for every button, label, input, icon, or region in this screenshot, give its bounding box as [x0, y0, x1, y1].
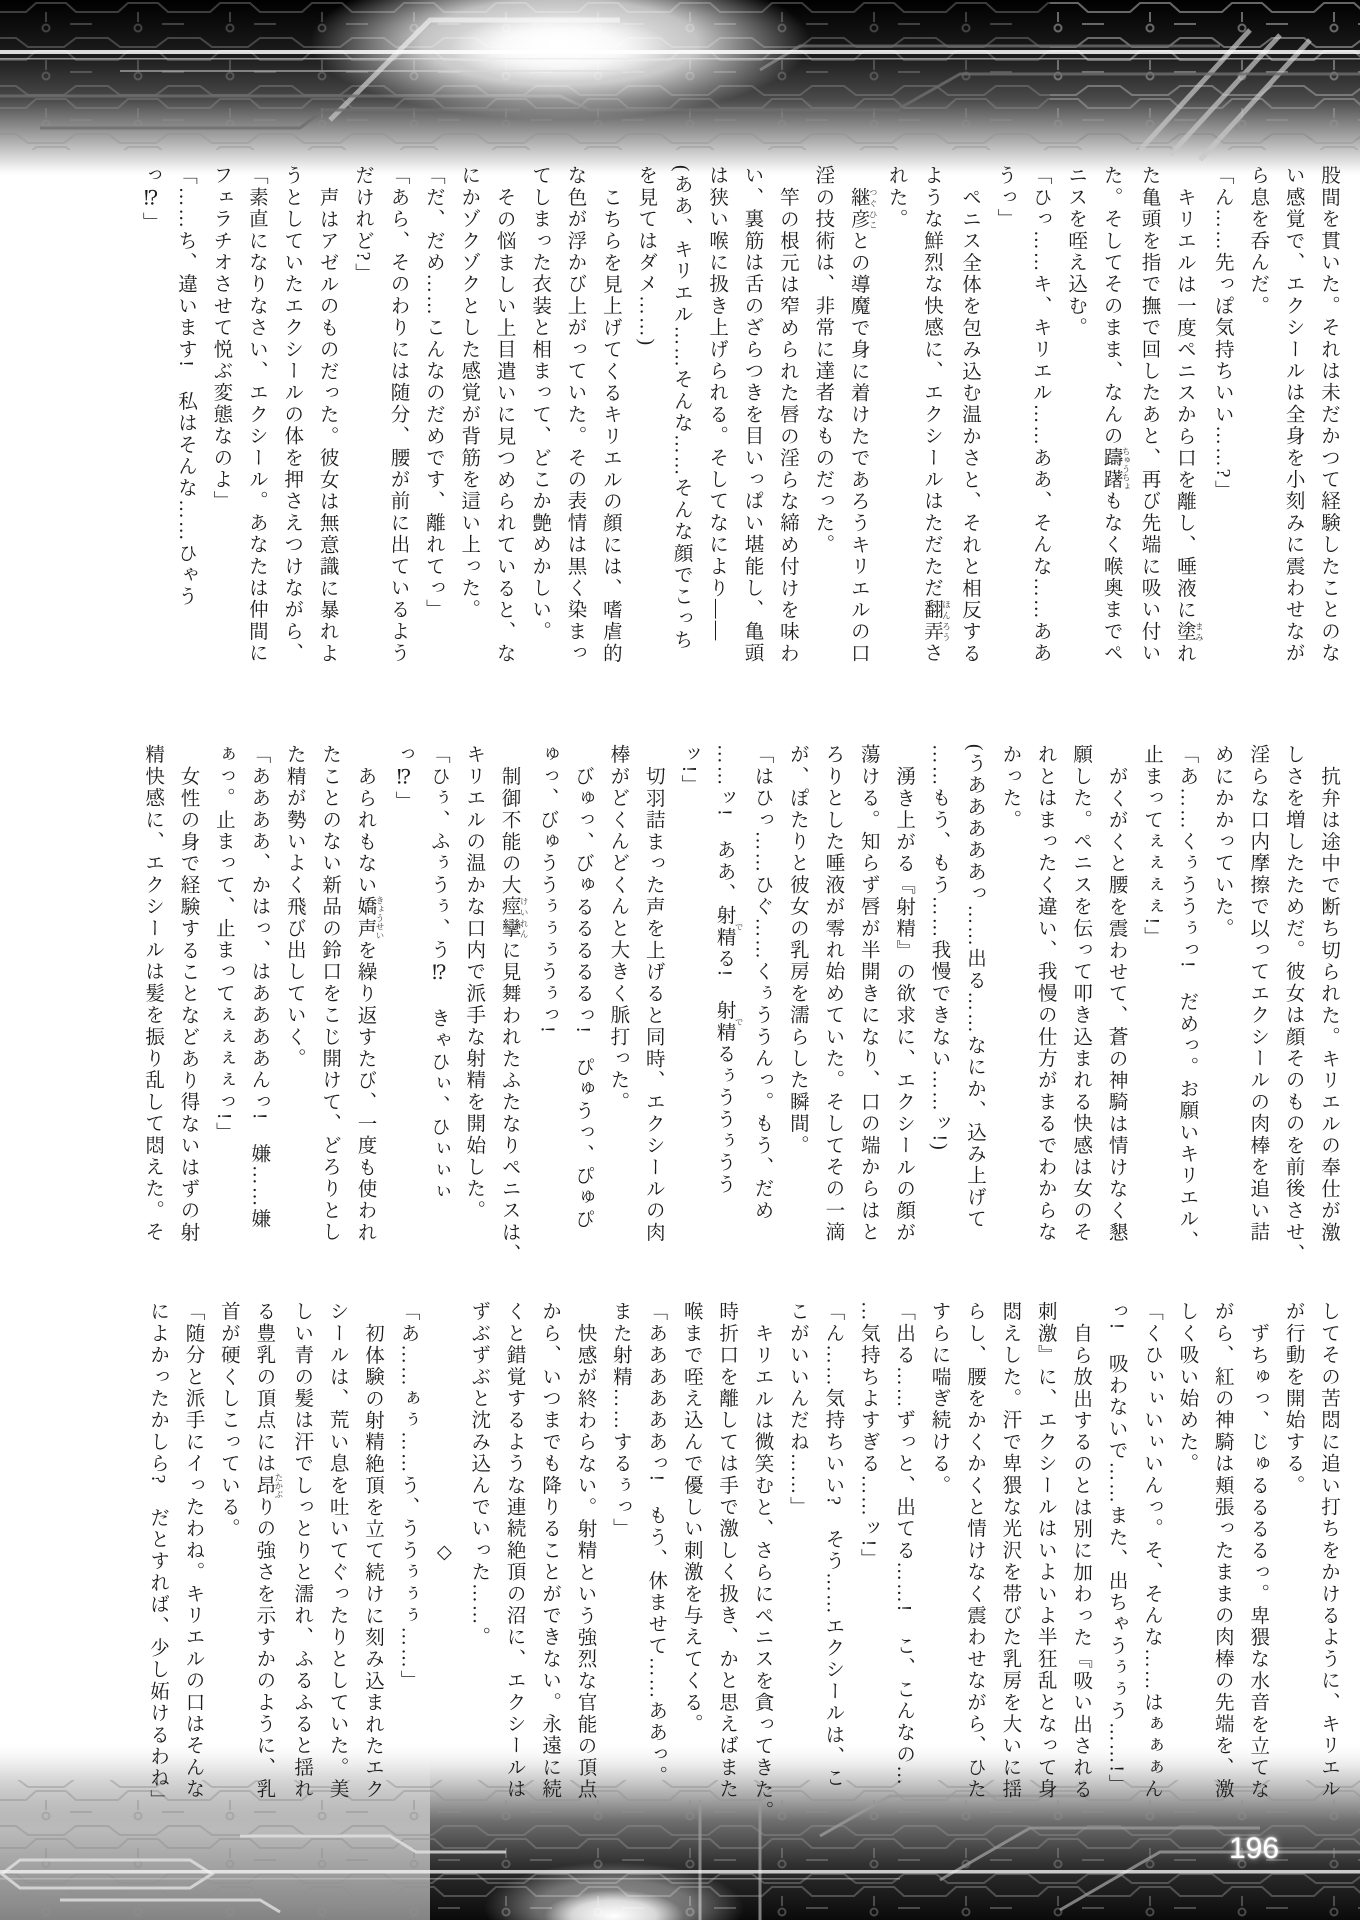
text-column: た。そしてそのまま、なんの躊躇 ちゅうちょもなく喉奥までペ [1100, 165, 1132, 665]
text-column: 「あ……くぅううぅっ! だめっ。お願いキリエル、 [1176, 744, 1198, 1252]
text-column: 「ああああああっ! もう、休ませて……ああっ。 [645, 1301, 667, 1788]
text-column: ぁっ。止まって、止まってぇぇぇぇっ!」 [212, 744, 234, 1144]
text-column: 喉まで咥え込んで優しい刺激を与えてくる。 [680, 1301, 702, 1735]
text-column: 自ら放出するのとは別に加わった『吸い出される [1070, 1322, 1092, 1801]
text-column: 股間を貫いた。それは未だかつて経験したことのな [1318, 165, 1339, 665]
text-column: らし、腰をかくかくと情けなく震わせながら、ひた [963, 1301, 985, 1801]
text-column: が、ぽたりと彼女の乳房を濡らした瞬間。 [786, 744, 808, 1157]
text-column: 蕩ける。知らず唇が半開きになり、口の端からはと [857, 744, 879, 1244]
text-column: 「……ち、違います! 私はそんな……ひゃう [175, 165, 196, 608]
text-column: た精が勢いよく飛び出していく。 [283, 744, 305, 1070]
text-column: 「あ……ぁぅ……う、ううぅぅぅ……」 [397, 1301, 419, 1692]
text-column: 初体験の射精絶頂を立て続けに刻み込まれたエク [362, 1322, 384, 1801]
text-column: 「素直になりなさい、エクシール。あなたは仲間に [245, 165, 267, 665]
text-column: びゅっ、びゅるるるるるっ! ぴゅうっ、ぴゅぴ [571, 765, 593, 1231]
text-column: キリエルは一度ペニスから口を離し、唾液に塗 まみれ [1173, 186, 1205, 665]
text-column: にかゾクゾクとした感覚が背筋を這い上った。 [458, 165, 480, 621]
text-column: ろりとした唾液が零れ始めていた。そしてその一滴 [822, 744, 844, 1244]
text-column: 「あら、そのわりには随分、腰が前に出ているよう [387, 165, 409, 665]
text-column: た亀頭を指で撫で回したあと、再び先端に吸い付い [1138, 165, 1160, 665]
text-column: っ! 吸わないで……また、出ちゃうぅぅう……!」 [1105, 1301, 1127, 1796]
text-column: 「ひっ……キ、キリエル……ああ、そんな……ああ [1029, 165, 1051, 665]
text-column: な色が浮かび上がっていた。その表情は黒く染まっ [564, 165, 586, 665]
text-band-bottom [140, 1301, 1346, 1825]
text-column: 淫の技術は、非常に達者なものだった。 [812, 165, 834, 556]
text-column: 竿の根元は窄められた唇の淫らな締め付けを味わ [776, 186, 798, 665]
text-column: れとはまったく違い、我慢の仕方がまるでわからな [1034, 744, 1056, 1244]
text-column: 切羽詰まった声を上げると同時、エクシールの肉 [642, 765, 664, 1244]
text-column: てしまった衣装と相まって、どこか艶めかしい。 [529, 165, 551, 643]
text-column: シールは、荒い息を吐いてぐったりとしていた。美 [326, 1301, 348, 1801]
text-column: 継彦 つぐひことの導魔で身に着けたであろうキリエルの口 [847, 186, 879, 665]
text-column: たことのない新品の鈴口をこじ開けて、どろりとし [319, 744, 341, 1244]
text-column: かった。 [999, 744, 1021, 831]
text-column: しさを増したためだ。彼女は顔そのものを前後させ、 [1282, 744, 1304, 1265]
text-column: れた。 [885, 165, 907, 231]
text-column: (ああ、キリエル……そんな……そんな顔でこっち [670, 165, 692, 652]
text-column: ゅっ、びゅううぅぅぅうぅっ! [536, 744, 558, 1035]
text-column: 「随分と派手にイったわね。キリエルの口はそんな [182, 1301, 204, 1801]
text-column: キリエルは微笑むと、さらにペニスを貪ってきた。 [751, 1322, 773, 1822]
text-column: してその苦悶に追い打ちをかけるように、キリエル [1318, 1301, 1339, 1801]
text-column: 刺激』に、エクシールはいよいよ半狂乱となって身 [1034, 1301, 1056, 1801]
text-column: い感覚で、エクシールは全身を小刻みに震わせなが [1282, 165, 1304, 665]
text-column: ッ!」 [678, 744, 700, 797]
text-column: 棒がどくんどくんと大きく脈打った。 [607, 744, 629, 1113]
page-number: 196 [1228, 1832, 1280, 1865]
text-column: い、裏筋は舌のざらつきを目いっぱい堪能し、亀頭 [741, 165, 763, 665]
text-column: 悶えした。汗で卑猥な光沢を帯びた乳房を大いに揺 [999, 1301, 1021, 1801]
text-band-middle [135, 744, 1346, 1268]
text-column: あられもない嬌声 きょうせいを繰り返すたび、一度も使われ [354, 765, 386, 1244]
text-column: 女性の身で経験することなどあり得ないはずの射 [177, 765, 199, 1244]
text-column: フェラチオさせて悦ぶ変態なのよ」 [210, 165, 232, 513]
text-column: る豊乳の頂点には昂 たかぶりの強さを示すかのように、乳 [253, 1301, 284, 1801]
text-column: ずちゅっ、じゅるるるるっ。卑猥な水音を立てな [1247, 1322, 1269, 1801]
text-column: 湧き上がる『射精』の欲求に、エクシールの顔が [893, 765, 915, 1244]
text-column: 「だ、だめ……こんなのだめです、離れてっ」 [422, 165, 444, 621]
text-band-top [132, 165, 1346, 689]
text-column: めにかかっていた。 [1211, 744, 1233, 940]
text-column: …気持ちよすぎる……ッ!」 [857, 1301, 879, 1571]
text-column: 「ああああ、かはっ、はああああんっ! 嫌……嫌 [248, 744, 270, 1231]
text-column: は狭い喉に扱き上げられる。そしてなにより―― [706, 165, 728, 643]
text-column: ら息を呑んだ。 [1247, 165, 1269, 317]
text-column: すらに喘ぎ続ける。 [928, 1301, 950, 1497]
text-column: が行動を開始する。 [1282, 1301, 1304, 1497]
text-column: その悩ましい上目遣いに見つめられていると、な [493, 186, 515, 665]
text-column: ニスを咥え込む。 [1065, 165, 1087, 339]
text-column: 「はひっ……ひぐ……くぅううんっ。もう、だめ [751, 744, 773, 1222]
text-column: っ⁉」 [392, 744, 414, 813]
text-column: 淫らな口内摩擦で以ってエクシールの肉棒を追い詰 [1247, 744, 1269, 1244]
text-column: 願した。ペニスを伝って叩き込まれる快感は女のそ [1070, 744, 1092, 1244]
top-circuit-border-art [0, 0, 1360, 178]
text-column: ペニス全体を包み込む温かさと、それと相反する [958, 186, 980, 665]
text-column: 精快感に、エクシールは髪を振り乱して悶えた。そ [142, 744, 164, 1244]
text-column: (うあああああっ……出る……なにか、込み上げて [963, 744, 985, 1231]
text-column: 「出る……ずっと、出てる……! こ、こんなの… [893, 1301, 915, 1788]
text-column: ……もう、もう……我慢できない……ッ!) [928, 744, 950, 1152]
text-column: うとしていたエクシールの体を押さえつけながら、 [281, 165, 303, 665]
text-column: 「くひぃぃいぃいんっ。そ、そんな……はぁぁぁん [1140, 1301, 1162, 1801]
text-column: だけれど?」 [352, 165, 374, 285]
text-column: 快感が終わらない。射精という強烈な官能の頂点 [574, 1322, 596, 1801]
text-column: を見てはダメ……) [635, 165, 657, 348]
text-column: くと錯覚するような連続絶頂の沼に、エクシールは [503, 1301, 525, 1801]
text-column: キリエルの温かな口内で派手な射精を開始した。 [463, 744, 485, 1222]
text-column: しい青の髪は汗でしっとりと濡れ、ふるふると揺れ [291, 1301, 313, 1801]
text-column: こがいいんだね……」 [786, 1301, 808, 1518]
text-column: 制御不能の大痙攣 けいれんに見舞われたふたなりペニスは、 [498, 765, 530, 1265]
text-column: ような鮮烈な快感に、エクシールはただただ翻弄 ほんろうさ [921, 165, 952, 665]
text-column: から、いつまでも降りることができない。永遠に続 [539, 1301, 561, 1801]
text-column: 「ん……先っぽ気持ちいい……?」 [1211, 165, 1233, 502]
text-column: 「ひぅ、ふぅうぅ、う⁉ きゃひぃ、ひぃぃぃ [427, 744, 449, 1204]
text-column: こちらを見上げてくるキリエルの顔には、嗜虐的 [599, 186, 621, 665]
text-column: ……ッ! ああ、射精 でる! 射精 でるぅううぅうう [713, 744, 745, 1196]
text-column: 止まってぇぇぇぇ!」 [1140, 744, 1162, 948]
text-column: 時折口を離しては手で激しく扱き、かと思えばまた [716, 1301, 738, 1801]
text-column: ずぶずぶと沈み込んでいった……。 [468, 1301, 490, 1649]
text-column: 「ん……気持ちいい? そう……エクシールは、こ [822, 1301, 844, 1790]
text-column: 声はアゼルのものだった。彼女は無意識に暴れよ [316, 186, 338, 665]
text-column: がら、紅の神騎は頬張ったままの肉棒の先端を、激 [1211, 1301, 1233, 1801]
text-column: がくがくと腰を震わせて、蒼の神騎は情けなく懇 [1105, 765, 1127, 1244]
text-column: 首が硬くしこっている。 [217, 1301, 239, 1540]
text-column: また射精……するぅっ」 [609, 1301, 631, 1540]
text-column: しく吸い始めた。 [1176, 1301, 1198, 1475]
text-column: ◇ [432, 1539, 454, 1565]
text-column: 抗弁は途中で断ち切られた。キリエルの奉仕が激 [1318, 765, 1339, 1244]
text-column: うっ」 [994, 165, 1016, 231]
text-column: によかったかしら? だとすれば、少し妬けるわね」 [147, 1301, 169, 1811]
text-column: っ⁉」 [139, 165, 161, 234]
